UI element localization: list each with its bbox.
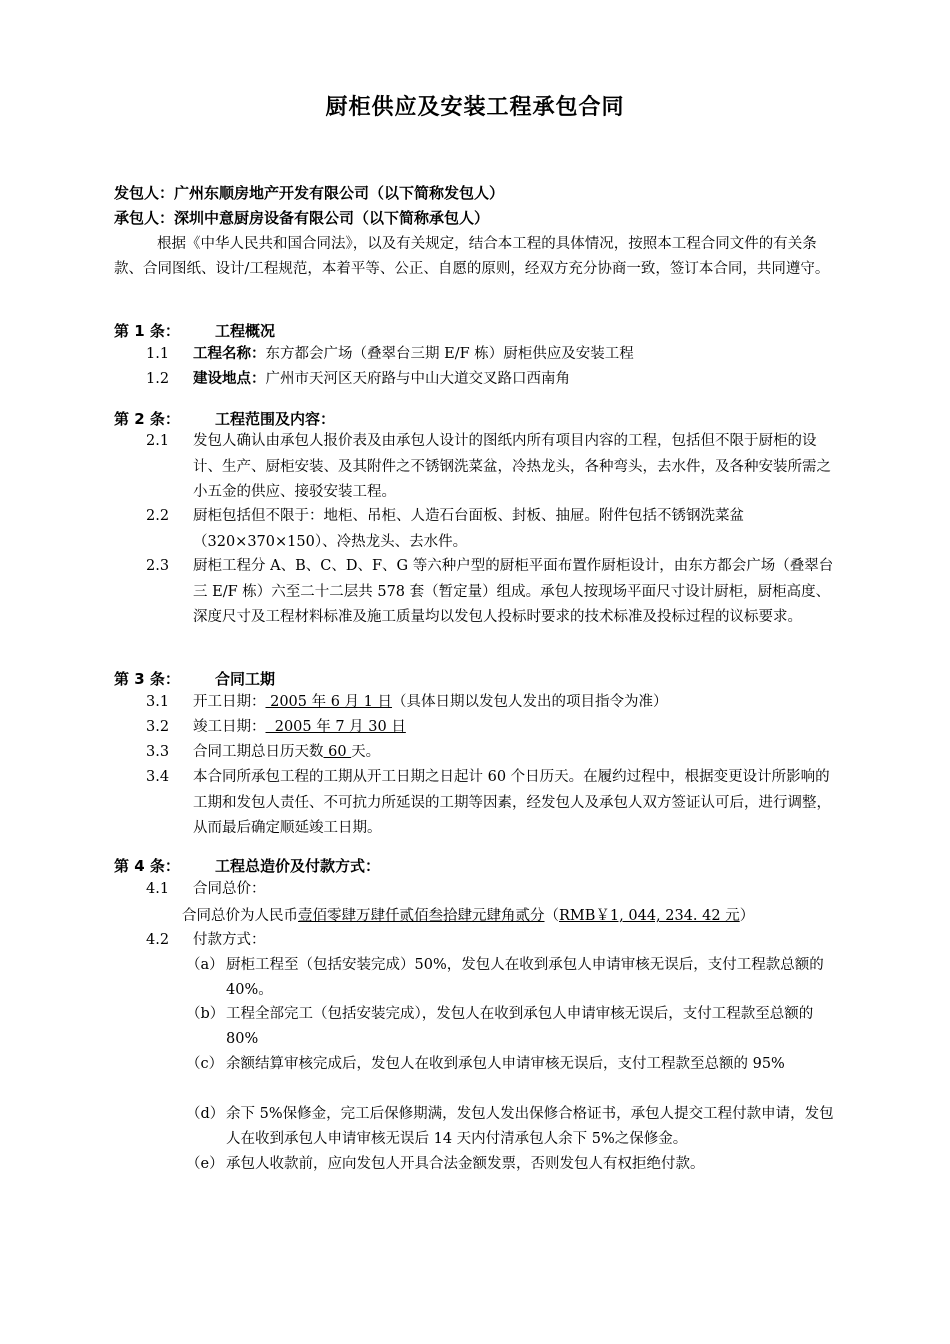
- article-4-title: 工程总造价及付款方式：: [215, 857, 381, 875]
- term-text: 厨柜工程至（包括安装完成）50%，发包人在收到承包人申请审核无误后，支付工程款总额的 40%。: [226, 957, 824, 998]
- clause-4-1: [146, 877, 838, 903]
- clause-text: 厨柜包括但不限于：地柜、吊柜、人造石台面板、封板、抽屉。附件包括不锈钢洗菜盆（320×370×150）、冷热龙头、去水件。: [193, 508, 744, 550]
- clause-1-1: [146, 342, 838, 368]
- clause-text: 发包人确认由承包人报价表及由承包人设计的图纸内所有项目内容的工程，包括但不限于厨柜的设计、生产、厨柜安装、及其附件之不锈钢洗菜盆，冷热龙头，各种弯头，去水件，及各种安装所需之小五金的供应、接驳安装工程。: [193, 433, 831, 500]
- clause-number: 4.1: [146, 881, 170, 897]
- clause-text: 合同总价：: [193, 881, 266, 897]
- article-1-number: 第 1 条：: [114, 322, 180, 340]
- payment-term-c: [186, 1052, 838, 1077]
- term-label: （b）: [186, 1006, 225, 1022]
- clause-text: 东方都会广场（叠翠台三期 E/F 栋）厨柜供应及安装工程: [265, 346, 634, 362]
- article-1-heading: [114, 320, 275, 341]
- price-paren-open: （: [544, 908, 559, 924]
- price-amount: RMB￥1, 044, 234. 42 元: [559, 908, 740, 924]
- clause-note: （具体日期以发包人发出的项目指令为准）: [392, 694, 668, 710]
- price-in-words: 壹佰零肆万肆仟贰佰叁拾肆元肆角贰分: [298, 908, 545, 924]
- contractor-line: 承包人：深圳中意厨房设备有限公司（以下简称承包人）: [114, 209, 490, 227]
- clause-1-2: [146, 367, 838, 393]
- clause-3-4: [146, 765, 838, 842]
- term-label: （d）: [186, 1106, 225, 1122]
- employer-line: 发包人：广州东顺房地产开发有限公司（以下简称发包人）: [114, 184, 505, 202]
- payment-term-a: [186, 953, 838, 1003]
- clause-text: 本合同所承包工程的工期从开工日期之日起计 60 个日历天。在履约过程中，根据变更设计所影响的工期和发包人责任、不可抗力所延误的工期等因素，经发包人及承包人双方签证认可后，进行调整，从而最后确定顺延竣工日期。: [193, 769, 831, 836]
- clause-label: 建设地点：: [193, 371, 266, 387]
- clause-number: 1.1: [146, 346, 170, 362]
- term-label: （e）: [186, 1156, 224, 1172]
- preamble-paragraph: 根据《中华人民共和国合同法》，以及有关规定，结合本工程的具体情况，按照本工程合同文件的有关条款、合同图纸、设计/工程规范，本着平等、公正、自愿的原则，经双方充分协商一致，签订本合同，共同遵守。: [114, 236, 830, 277]
- start-date: 2005 年 6 月 1 日: [265, 694, 393, 710]
- article-3-heading: [114, 668, 275, 689]
- article-1-title: 工程概况: [215, 322, 276, 340]
- article-2-heading: [114, 408, 335, 429]
- clause-number: 2.2: [146, 508, 170, 524]
- term-label: （a）: [186, 957, 224, 973]
- clause-number: 2.3: [146, 558, 170, 574]
- article-2-title: 工程范围及内容：: [215, 410, 336, 428]
- term-label: （c）: [186, 1056, 224, 1072]
- completion-date: 2005 年 7 月 30 日: [265, 719, 406, 735]
- clause-label: 开工日期：: [193, 694, 266, 710]
- clause-number: 2.1: [146, 433, 170, 449]
- clause-3-2: [146, 715, 838, 741]
- article-2-number: 第 2 条：: [114, 410, 180, 428]
- article-4-number: 第 4 条：: [114, 857, 180, 875]
- price-paren-close: ）: [739, 908, 755, 924]
- clause-2-1: [146, 429, 838, 506]
- clause-2-3: [146, 554, 838, 631]
- contract-price-line: [182, 904, 754, 925]
- clause-text-end: 天。: [351, 744, 381, 760]
- term-text: 余下 5%保修金，完工后保修期满，发包人发出保修合格证书，承包人提交工程付款申请，发包人在收到承包人申请审核无误后 14 天内付清承包人余下 5%之保修金。: [226, 1106, 834, 1147]
- payment-term-e: [186, 1152, 838, 1177]
- clause-text: 合同工期总日历天数: [193, 744, 324, 760]
- document-title: 厨柜供应及安装工程承包合同: [325, 95, 625, 120]
- clause-number: 3.3: [146, 744, 170, 760]
- clause-3-3: [146, 740, 838, 766]
- clause-text: 付款方式：: [193, 932, 266, 948]
- article-3-number: 第 3 条：: [114, 670, 180, 688]
- clause-number: 3.2: [146, 719, 170, 735]
- term-text: 承包人收款前，应向发包人开具合法金额发票，否则发包人有权拒绝付款。: [226, 1156, 705, 1172]
- term-text: 余额结算审核完成后，发包人在收到承包人申请审核无误后，支付工程款至总额的 95%: [226, 1056, 785, 1072]
- clause-number: 4.2: [146, 932, 170, 948]
- article-3-title: 合同工期: [215, 670, 276, 688]
- price-prefix: 合同总价为人民币: [182, 908, 298, 924]
- clause-text: 广州市天河区天府路与中山大道交叉路口西南角: [265, 371, 570, 387]
- total-days: 60: [323, 744, 352, 760]
- clause-2-2: [146, 504, 838, 555]
- clause-label: 竣工日期：: [193, 719, 266, 735]
- clause-4-2: [146, 928, 838, 954]
- clause-number: 3.1: [146, 694, 170, 710]
- clause-text: 厨柜工程分 A、B、C、D、F、G 等六种户型的厨柜平面布置作厨柜设计，由东方都会广场（叠翠台三 E/F 栋）六至二十二层共 578 套（暂定量）组成。承包人按现场平面尺寸设计厨柜，厨柜高度、深度尺寸及工程材料标准及施工质量均以发包人投标时要求的技术标准及投标过程的议标要求。: [193, 558, 834, 625]
- article-4-heading: [114, 855, 380, 876]
- clause-label: 工程名称：: [193, 346, 266, 362]
- clause-number: 1.2: [146, 371, 170, 387]
- payment-term-b: [186, 1002, 838, 1052]
- term-text: 工程全部完工（包括安装完成），发包人在收到承包人申请审核无误后，支付工程款至总额的 80%: [226, 1006, 814, 1047]
- payment-term-d: [186, 1102, 838, 1152]
- clause-number: 3.4: [146, 769, 170, 785]
- clause-3-1: [146, 690, 838, 716]
